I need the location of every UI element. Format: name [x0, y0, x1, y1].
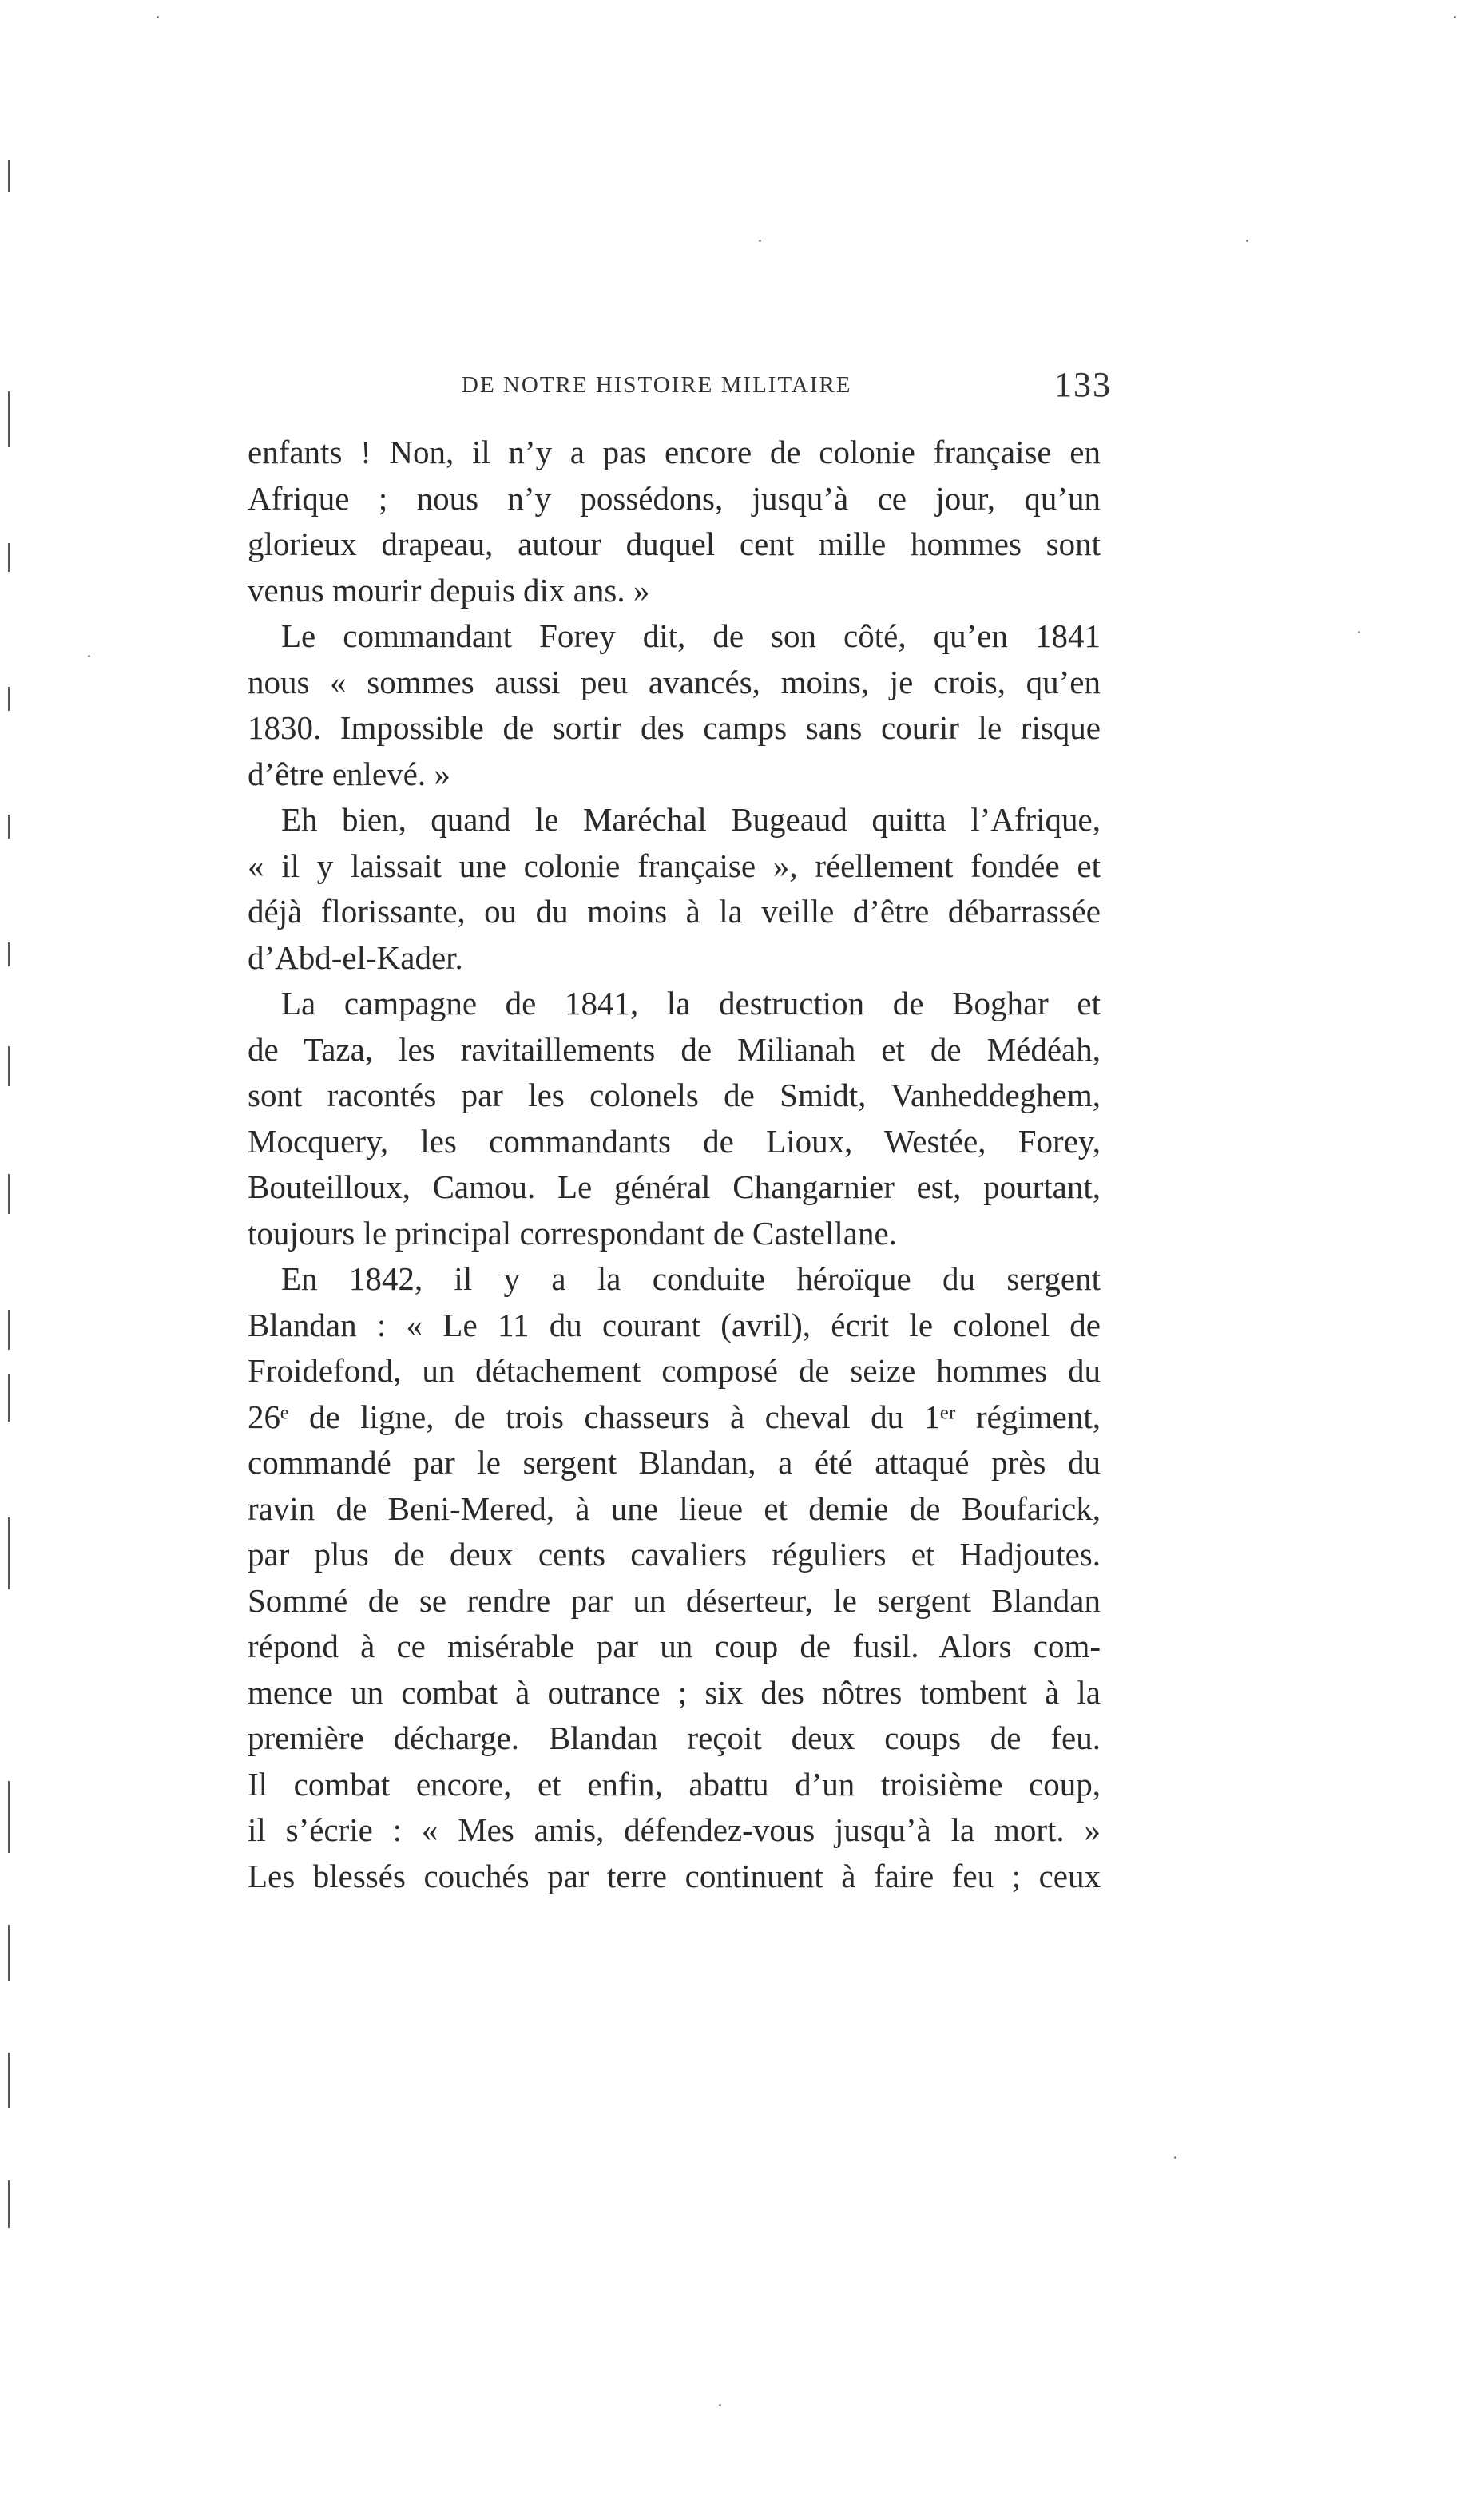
text-line: toujours le principal correspondant de Castellane.	[248, 1214, 897, 1252]
text-line: Eh bien, quand le Maréchal Bugeaud quitta l’Afrique,	[281, 801, 1101, 838]
text-line: ravin de Beni-Mered, à une lieue et demie de Boufarick,	[248, 1490, 1101, 1527]
scan-edge-mark	[8, 1517, 10, 1589]
scan-edge-mark	[8, 815, 10, 839]
body-text	[248, 430, 1101, 1899]
scan-edge-mark	[8, 942, 10, 966]
text-line: La campagne de 1841, la destruction de Boghar et	[281, 985, 1101, 1021]
scan-edge-mark	[8, 1781, 10, 1853]
text-line: de Taza, les ravitaillements de Milianah et de Médéah,	[248, 1030, 1101, 1068]
scan-edge-marks	[0, 0, 24, 2507]
text-line: commandé par le sergent Blandan, a été attaqué près du	[248, 1444, 1101, 1481]
scan-edge-mark	[8, 2053, 10, 2108]
text-line: déjà florissante, ou du moins à la veille d’être débarrassée	[248, 893, 1101, 930]
scan-speck	[759, 240, 761, 242]
scan-edge-mark	[8, 1925, 10, 1981]
scan-edge-mark	[8, 391, 10, 447]
scan-edge-mark	[8, 687, 10, 711]
text-line: Blandan : « Le 11 du courant (avril), écrit le colonel de	[248, 1306, 1101, 1343]
text-line: Afrique ; nous n’y possédons, jusqu’à ce jour, qu’un	[248, 479, 1101, 517]
scan-speck	[1246, 240, 1248, 242]
running-head	[248, 365, 1126, 417]
scan-edge-mark	[8, 160, 10, 192]
text-line: En 1842, il y a la conduite héroïque du sergent	[281, 1260, 1101, 1297]
text-line: mence un combat à outrance ; six des nôtres tombent à la	[248, 1673, 1101, 1711]
running-title: DE NOTRE HISTOIRE MILITAIRE	[462, 372, 852, 398]
text-line: Mocquery, les commandants de Lioux, Westée, Forey,	[248, 1122, 1101, 1160]
scan-edge-mark	[8, 543, 10, 572]
scan-edge-mark	[8, 1374, 10, 1422]
text-line: Sommé de se rendre par un déserteur, le sergent Blandan	[248, 1581, 1101, 1619]
text-line: Il combat encore, et enfin, abattu d’un troisième coup,	[248, 1765, 1101, 1803]
scan-speck	[719, 2404, 721, 2406]
scan-edge-mark	[8, 1310, 10, 1350]
text-line: 1830. Impossible de sortir des camps sans courir le risque	[248, 709, 1101, 746]
text-line: venus mourir depuis dix ans. »	[248, 571, 650, 609]
text-line: il s’écrie : « Mes amis, défendez-vous jusqu’à la mort. »	[248, 1811, 1101, 1848]
text-line: nous « sommes aussi peu avancés, moins, je crois, qu’en	[248, 663, 1101, 700]
scan-speck	[157, 16, 159, 18]
text-line: « il y laissait une colonie française », réellement fondée et	[248, 847, 1101, 884]
text-line: Le commandant Forey dit, de son côté, qu’en 1841	[281, 617, 1101, 654]
scan-speck	[1358, 631, 1360, 633]
scan-edge-mark	[8, 2180, 10, 2228]
text-line: glorieux drapeau, autour duquel cent mille hommes sont	[248, 526, 1101, 562]
scan-speck	[88, 655, 90, 657]
text-line: d’être enlevé. »	[248, 755, 450, 792]
scan-edge-mark	[8, 1174, 10, 1214]
text-line: Les blessés couchés par terre continuent à faire feu ; ceux	[248, 1857, 1101, 1894]
text-line: d’Abd-el-Kader.	[248, 938, 463, 976]
text-line: Froidefond, un détachement composé de seize hommes du	[248, 1352, 1101, 1389]
text-line: répond à ce misérable par un coup de fusil. Alors com-	[248, 1628, 1101, 1664]
scan-speck	[1174, 2156, 1176, 2159]
text-line: première décharge. Blandan reçoit deux coups de feu.	[248, 1720, 1101, 1756]
scan-edge-mark	[8, 1046, 10, 1086]
text-line: enfants ! Non, il n’y a pas encore de colonie française en	[248, 434, 1101, 470]
text-line: sont racontés par les colonels de Smidt, Vanheddeghem,	[248, 1077, 1101, 1113]
text-line: par plus de deux cents cavaliers réguliers et Hadjoutes.	[248, 1536, 1101, 1573]
page-number: 133	[1054, 365, 1112, 404]
scan-speck	[1454, 16, 1456, 18]
text-line: Bouteilloux, Camou. Le général Changarnier est, pourtant,	[248, 1168, 1101, 1205]
text-line: 26ᵉ de ligne, de trois chasseurs à cheval du 1ᵉʳ régiment,	[248, 1398, 1101, 1435]
